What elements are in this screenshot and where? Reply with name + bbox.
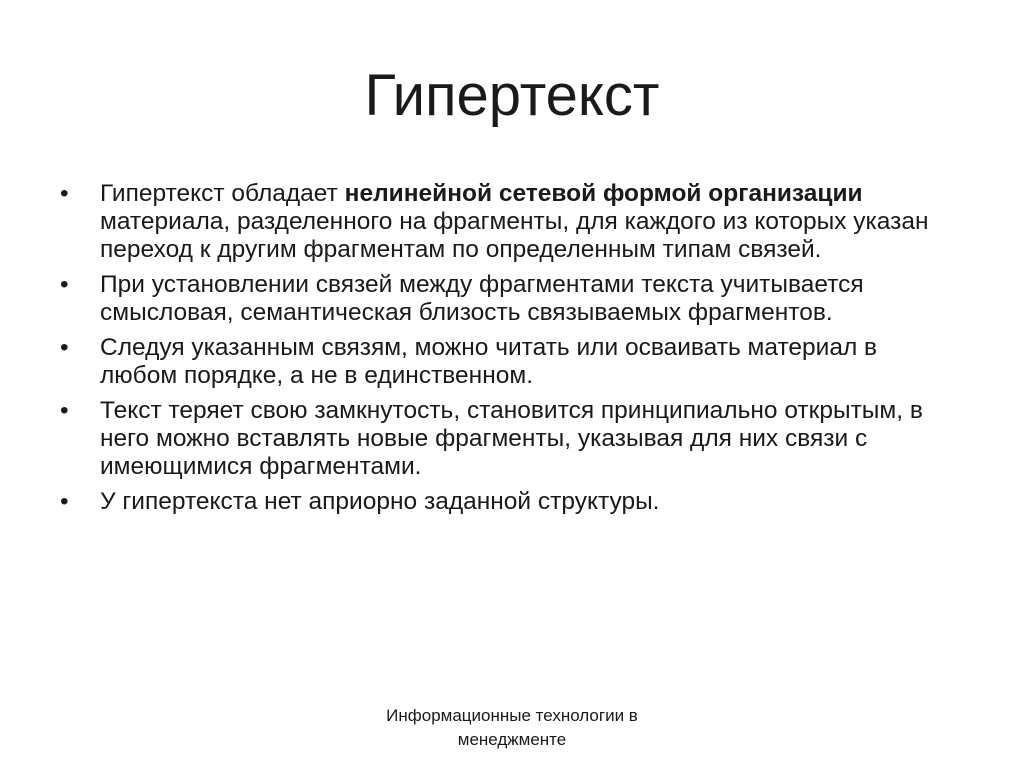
bullet-marker: • (60, 397, 69, 424)
bullet-item (60, 397, 960, 481)
bullet-text: Текст теряет свою замкнутость, становится принципиально открытым, в него можно вставлять новые фрагменты, указывая для них связи с имеющимися фрагментами. (100, 397, 923, 480)
slide-title: Гипертекст (364, 63, 660, 128)
bullet-item (60, 180, 960, 264)
bullet-item (60, 334, 960, 390)
footer-line: Информационные технологии в (386, 706, 638, 725)
bullet-text: У гипертекста нет априорно заданной структуры. (100, 488, 660, 515)
bullet-marker: • (60, 271, 69, 298)
bullet-text: материала, разделенного на фрагменты, для каждого из которых указан переход к другим фрагментам по определенным типам связей. (100, 208, 929, 263)
bullet-text: При установлении связей между фрагментами текста учитывается смысловая, семантическая близость связываемых фрагментов. (100, 271, 864, 326)
bullet-text: Следуя указанным связям, можно читать или осваивать материал в любом порядке, а не в единственном. (100, 334, 878, 389)
bullet-marker: • (60, 334, 69, 361)
slide-footer (312, 704, 712, 752)
bullet-marker: • (60, 488, 69, 515)
footer-line: менеджменте (457, 730, 567, 749)
bullet-list (60, 180, 960, 523)
bullet-emphasis: нелинейной сетевой формой организации (344, 180, 863, 207)
bullet-text: Гипертекст обладает (100, 180, 345, 207)
bullet-item (60, 488, 960, 516)
bullet-marker: • (60, 180, 69, 207)
bullet-item (60, 271, 960, 327)
